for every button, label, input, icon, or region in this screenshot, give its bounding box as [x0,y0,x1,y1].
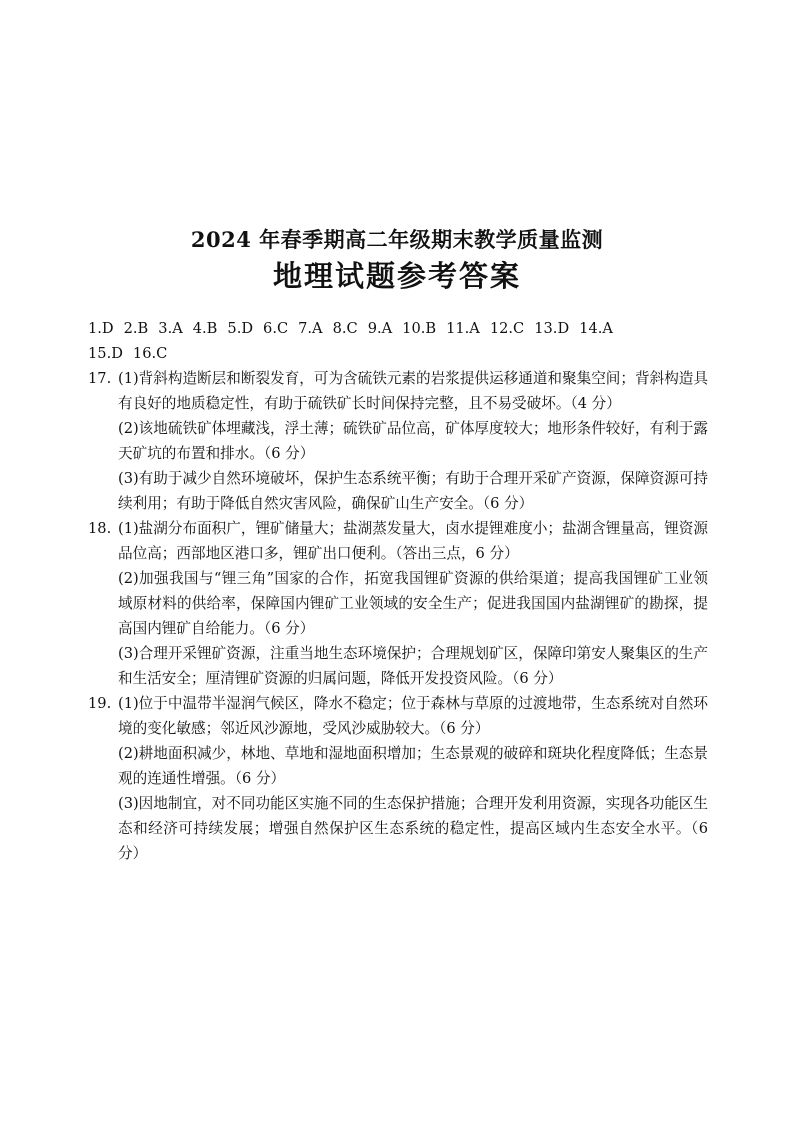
mc-answer: 2.B [123,320,149,337]
question-19 [88,691,708,866]
question-part: (2)加强我国与“锂三角”国家的合作，拓宽我国锂矿资源的供给渠道；提高我国锂矿工业领域原材料的供给率，保障国内锂矿工业领域的安全生产；促进我国国内盐湖锂矿的勘探，提高国内锂矿自给能力。（6 分） [118,570,708,637]
question-part [88,366,708,416]
answer-text: (1)背斜构造断层和断裂发育，可为含硫铁元素的岩浆提供运移通道和聚集空间；背斜构造具有良好的地质稳定性，有助于硫铁矿长时间保持完整，且不易受破坏。（4 分） [118,370,708,412]
question-part [88,691,708,741]
exam-title: 2024 年春季期高二年级期末教学质量监测 [190,227,604,252]
mc-answer: 5.D [227,320,254,337]
mc-answer: 1.D [88,320,114,337]
question-number: 18. [88,520,112,537]
mc-answer: 12.C [489,320,525,337]
mc-answers-line-1 [88,316,708,341]
mc-answers-line-2 [88,341,708,366]
question-number: 19. [88,695,112,712]
mc-answer: 16.C [132,345,168,362]
mc-answer: 10.B [402,320,437,337]
question-number: 17. [88,370,112,387]
question-part: (2)耕地面积减少，林地、草地和湿地面积增加；生态景观的破碎和斑块化程度降低；生态景观的连通性增强。（6 分） [118,745,708,787]
question-17 [88,366,708,516]
question-18 [88,516,708,691]
mc-answer: 13.D [534,320,570,337]
question-part: (2)该地硫铁矿体埋藏浅，浮土薄；硫铁矿品位高，矿体厚度较大；地形条件较好，有利于露天矿坑的布置和排水。（6 分） [118,420,708,462]
question-part: (3)因地制宜，对不同功能区实施不同的生态保护措施；合理开发利用资源，实现各功能区生态和经济可持续发展；增强自然保护区生态系统的稳定性，提高区域内生态安全水平。（6 分） [118,795,708,862]
mc-answer: 3.A [158,320,183,337]
mc-answer: 6.C [263,320,289,337]
mc-answer: 14.A [579,320,613,337]
mc-answer: 8.C [332,320,358,337]
answer-key-title: 地理试题参考答案 [272,259,521,293]
question-part: (3)合理开采锂矿资源，注重当地生态环境保护；合理规划矿区，保障印第安人聚集区的生产和生活安全；厘清锂矿资源的归属问题，降低开发投资风险。（6 分） [118,645,708,687]
answer-text: (1)位于中温带半湿润气候区，降水不稳定；位于森林与草原的过渡地带，生态系统对自然环境的变化敏感；邻近风沙源地，受风沙威胁较大。（6 分） [118,695,708,737]
mc-answer: 4.B [192,320,218,337]
mc-answer: 15.D [88,345,123,362]
answer-content [88,316,708,866]
question-part [88,516,708,566]
question-part: (3)有助于减少自然环境破坏，保护生态系统平衡；有助于合理开采矿产资源，保障资源可持续利用；有助于降低自然灾害风险，确保矿山生产安全。（6 分） [118,470,708,512]
mc-answer: 9.A [367,320,393,337]
mc-answer: 11.A [446,320,480,337]
mc-answer: 7.A [298,320,323,337]
answer-text: (1)盐湖分布面积广，锂矿储量大；盐湖蒸发量大，卤水提锂难度小；盐湖含锂量高，锂资源品位高；西部地区港口多，锂矿出口便利。（答出三点，6 分） [118,520,708,562]
